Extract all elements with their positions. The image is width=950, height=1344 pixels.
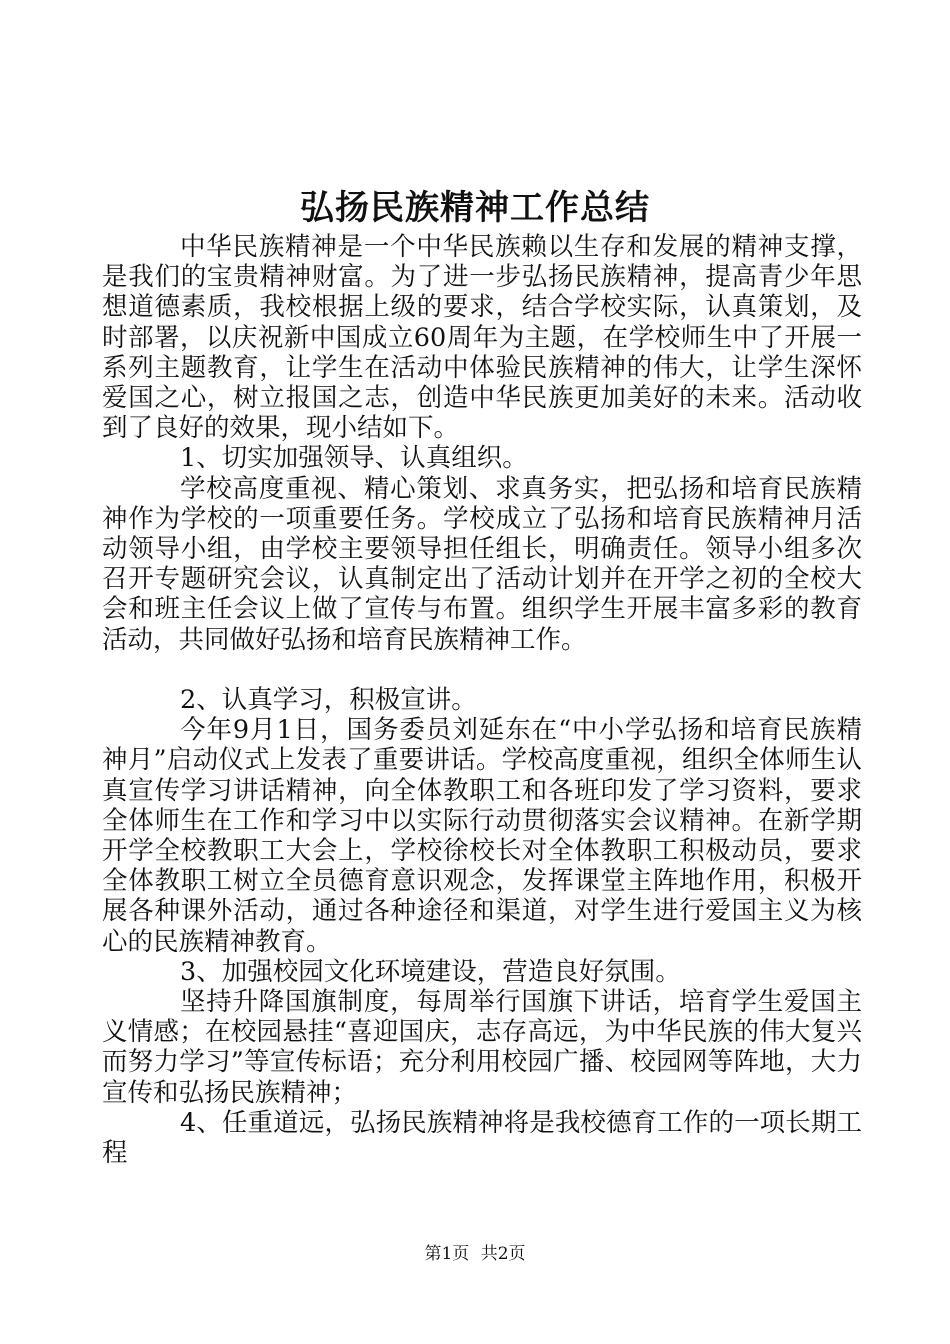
document-body bbox=[102, 232, 862, 1168]
paragraph-intro: 中华民族精神是一个中华民族赖以生存和发展的精神支撑，是我们的宝贵精神财富。为了进一步弘扬民族精神，提高青少年思想道德素质，我校根据上级的要求，结合学校实际，认真策划，及时部署，以庆祝新中国成立60周年为主题，在学校师生中了开展一系列主题教育，让学生在活动中体验民族精神的伟大，让学生深怀爱国之心，树立报国之志，创造中华民族更加美好的未来。活动收到了良好的效果，现小结如下。 bbox=[102, 232, 862, 444]
section-heading-3: 3、加强校园文化环境建设，营造良好氛围。 bbox=[180, 956, 681, 987]
section-heading-4: 4、任重道远，弘扬民族精神将是我校德育工作的一项长期工程 bbox=[102, 1107, 862, 1169]
page-total: 共2页 bbox=[480, 1244, 526, 1264]
page-number: 第1页 bbox=[424, 1244, 470, 1264]
section-heading-1: 1、切实加强领导、认真组织。 bbox=[180, 443, 528, 474]
section-heading-2: 2、认真学习，积极宣讲。 bbox=[180, 685, 477, 716]
paragraph-section-2: 今年9月1日，国务委员刘延东在“中小学弘扬和培育民族精神月”启动仪式上发表了重要讲话。学校高度重视，组织全体师生认真宣传学习讲话精神，向全体教职工和各班印发了学习资料，要求全体师生在工作和学习中以实际行动贯彻落实会议精神。在新学期开学全校教职工大会上，学校徐校长对全体教职工积极动员，要求全体教职工树立全员德育意识观念，发挥课堂主阵地作用，积极开展各种课外活动，通过各种途径和渠道，对学生进行爱国主义为核心的民族精神教育。 bbox=[102, 715, 862, 957]
blank-line bbox=[102, 655, 862, 685]
paragraph-section-1: 学校高度重视、精心策划、求真务实，把弘扬和培育民族精神作为学校的一项重要任务。学校成立了弘扬和培育民族精神月活动领导小组，由学校主要领导担任组长，明确责任。领导小组多次召开专题研究会议，认真制定出了活动计划并在开学之初的全校大会和班主任会议上做了宣传与布置。组织学生开展丰富多彩的教育活动，共同做好弘扬和培育民族精神工作。 bbox=[102, 473, 862, 655]
document-title: 弘扬民族精神工作总结 bbox=[300, 188, 650, 228]
paragraph-section-3: 坚持升降国旗制度，每周举行国旗下讲话，培育学生爱国主义情感；在校园悬挂“喜迎国庆，志存高远，为中华民族的伟大复兴而努力学习”等宣传标语；充分利用校园广播、校园网等阵地，大力宣传和弘扬民族精神； bbox=[102, 987, 862, 1108]
page-footer bbox=[0, 1242, 950, 1266]
